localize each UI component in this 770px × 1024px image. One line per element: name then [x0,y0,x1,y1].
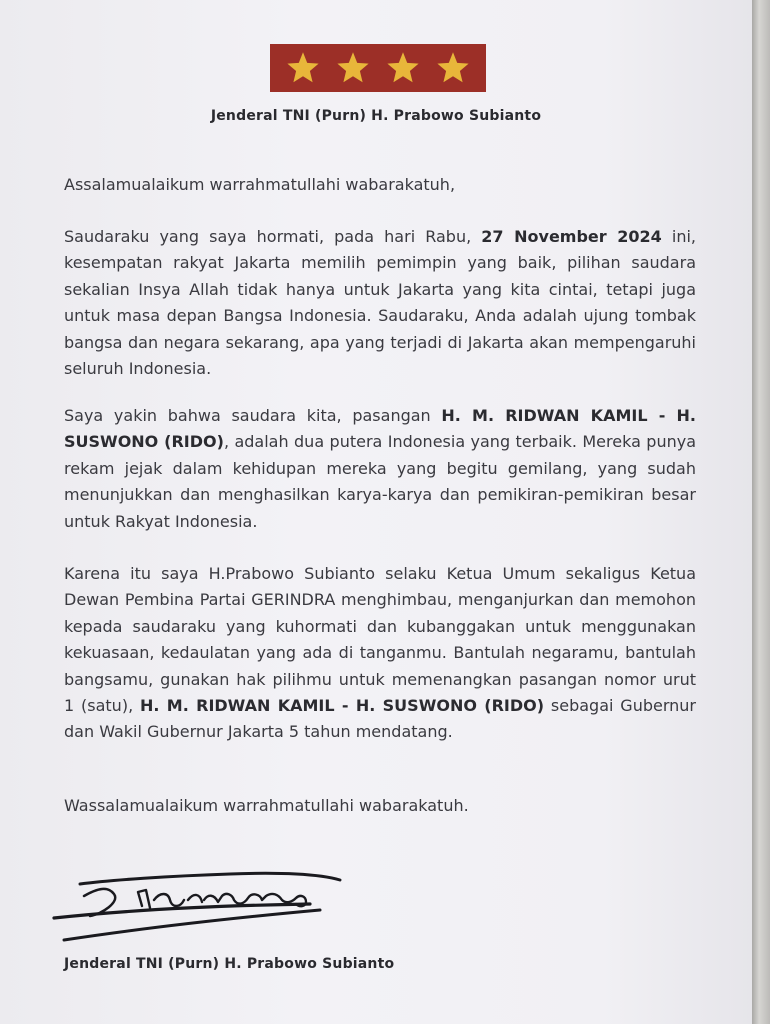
paragraph-2 [64,403,696,535]
paragraph-1-text-a: Saudaraku yang saya hormati, pada hari Rabu, [64,227,482,246]
star-icon [335,50,371,86]
signatory-name: Jenderal TNI (Purn) H. Prabowo Subianto [64,956,395,972]
four-star-emblem [270,44,486,92]
closing-salutation: Wassalamualaikum warrahmatullahi wabarakatuh. [64,796,469,815]
star-icon [385,50,421,86]
paragraph-1-text-b: ini, kesempatan rakyat Jakarta memilih pemimpin yang baik, pilihan saudara sekalian Insya Allah tidak hanya untuk Jakarta yang kita cintai, tetapi juga untuk masa depan Bangsa Indonesia. Saudaraku, Anda adalah ujung tombak bangsa dan negara sekarang, apa yang terjadi di Jakarta akan mempengaruhi seluruh Indonesia. [64,227,697,379]
paragraph-3 [64,561,696,746]
letterhead-name: Jenderal TNI (Purn) H. Prabowo Subianto [210,108,542,124]
paragraph-2-text-b: , adalah dua putera Indonesia yang terbaik. Mereka punya rekam jejak dalam kehidupan mereka yang begitu gemilang, yang sudah menunjukkan dan menghasilkan karya-karya dan pemikiran-pemikiran besar untuk Rakyat Indonesia. [64,432,696,531]
paragraph-3-text-a: Karena itu saya H.Prabowo Subianto selaku Ketua Umum sekaligus Ketua Dewan Pembina Partai GERINDRA menghimbau, menganjurkan dan memohon kepada saudaraku yang kuhormati dan kubanggakan untuk menggunakan kekuasaan, kedaulatan yang ada di tanganmu. Bantulah negaramu, bantulah bangsamu, gunakan hak pilihmu untuk memenangkan pasangan nomor urut 1 (satu), [64,564,696,716]
background-edge [752,0,770,1024]
candidate-pair: H. M. RIDWAN KAMIL - H. SUSWONO (RIDO) [140,696,545,716]
greeting: Assalamualaikum warrahmatullahi wabarakatuh, [64,175,456,194]
star-icon [435,50,471,86]
paragraph-3-text-b: sebagai Gubernur dan Wakil Gubernur Jakarta 5 tahun mendatang. [64,696,696,742]
paragraph-2-text-a: Saya yakin bahwa saudara kita, pasangan [64,406,442,425]
handwritten-signature [50,862,350,952]
election-date: 27 November 2024 [481,227,662,246]
paragraph-1 [64,224,696,382]
candidate-pair: H. M. RIDWAN KAMIL - H. SUSWONO (RIDO) [64,406,696,452]
star-icon [285,50,321,86]
